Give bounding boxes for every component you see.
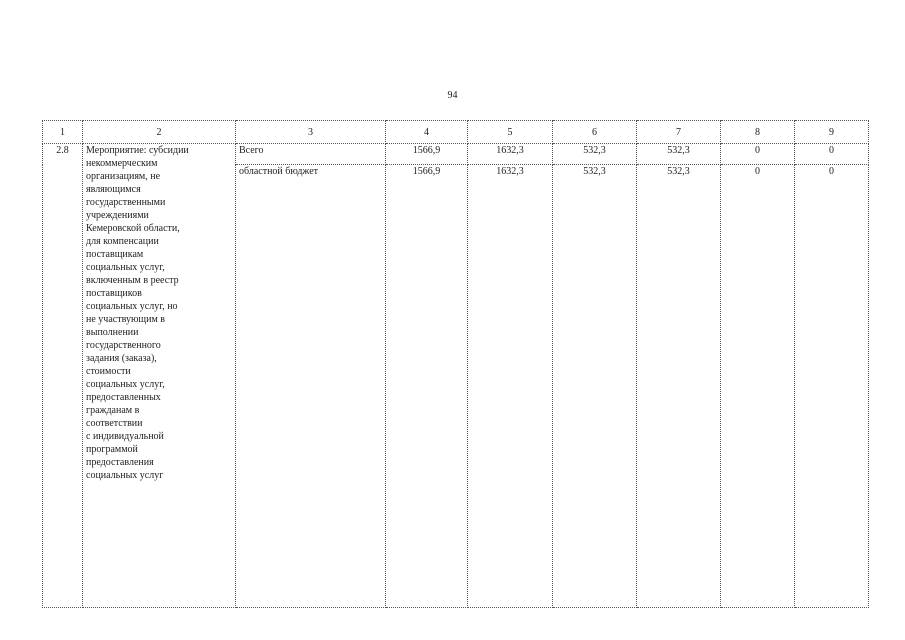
funding-source: Всего — [236, 144, 386, 165]
description-line: являющимся — [86, 184, 141, 195]
description-line: государственного — [86, 340, 161, 351]
column-header: 3 — [236, 121, 386, 144]
column-header: 2 — [83, 121, 236, 144]
value-cell: 1566,9 — [386, 165, 468, 608]
description-line: программой — [86, 444, 138, 455]
row-number: 2.8 — [43, 144, 83, 608]
value-cell: 532,3 — [553, 165, 637, 608]
description-line: государственными — [86, 197, 166, 208]
description-line: задания (заказа), — [86, 353, 157, 364]
description-line: социальных услуг — [86, 470, 164, 481]
value-cell: 532,3 — [637, 165, 721, 608]
description-line: Мероприятие: субсидии — [86, 145, 189, 156]
value-cell: 0 — [721, 165, 795, 608]
value-cell: 1566,9 — [386, 144, 468, 165]
description-line: предоставленных — [86, 392, 161, 403]
description-line: соответствии — [86, 418, 143, 429]
value-cell: 0 — [795, 165, 869, 608]
value-cell: 1632,3 — [468, 165, 553, 608]
table-header-row — [43, 121, 869, 144]
description-line: поставщиков — [86, 288, 142, 299]
value-cell: 0 — [721, 144, 795, 165]
description-line: с индивидуальной — [86, 431, 164, 442]
description-line: учреждениями — [86, 210, 149, 221]
page-number: 94 — [447, 90, 458, 101]
value-cell: 532,3 — [637, 144, 721, 165]
budget-table — [42, 120, 869, 608]
column-header: 8 — [721, 121, 795, 144]
description-line: некоммерческим — [86, 158, 158, 169]
description-line: гражданам в — [86, 405, 140, 416]
description-line: включенным в реестр — [86, 275, 179, 286]
description-line: не участвующим в — [86, 314, 166, 325]
description-line: социальных услуг, но — [86, 301, 178, 312]
description-line: Кемеровской области, — [86, 223, 180, 234]
description-line: выполнении — [86, 327, 139, 338]
funding-source: областной бюджет — [236, 165, 386, 608]
column-header: 9 — [795, 121, 869, 144]
column-header: 7 — [637, 121, 721, 144]
description-line: социальных услуг, — [86, 262, 165, 273]
column-header: 4 — [386, 121, 468, 144]
description-line: стоимости — [86, 366, 131, 377]
value-cell: 532,3 — [553, 144, 637, 165]
column-header: 6 — [553, 121, 637, 144]
value-cell: 1632,3 — [468, 144, 553, 165]
description-line: для компенсации — [86, 236, 159, 247]
description-line: социальных услуг, — [86, 379, 165, 390]
description-line: поставщикам — [86, 249, 144, 260]
column-header: 1 — [43, 121, 83, 144]
measure-description — [83, 144, 236, 608]
description-line: предоставления — [86, 457, 154, 468]
description-line: организациям, не — [86, 171, 161, 182]
table-row-total — [43, 144, 869, 165]
value-cell: 0 — [795, 144, 869, 165]
column-header: 5 — [468, 121, 553, 144]
